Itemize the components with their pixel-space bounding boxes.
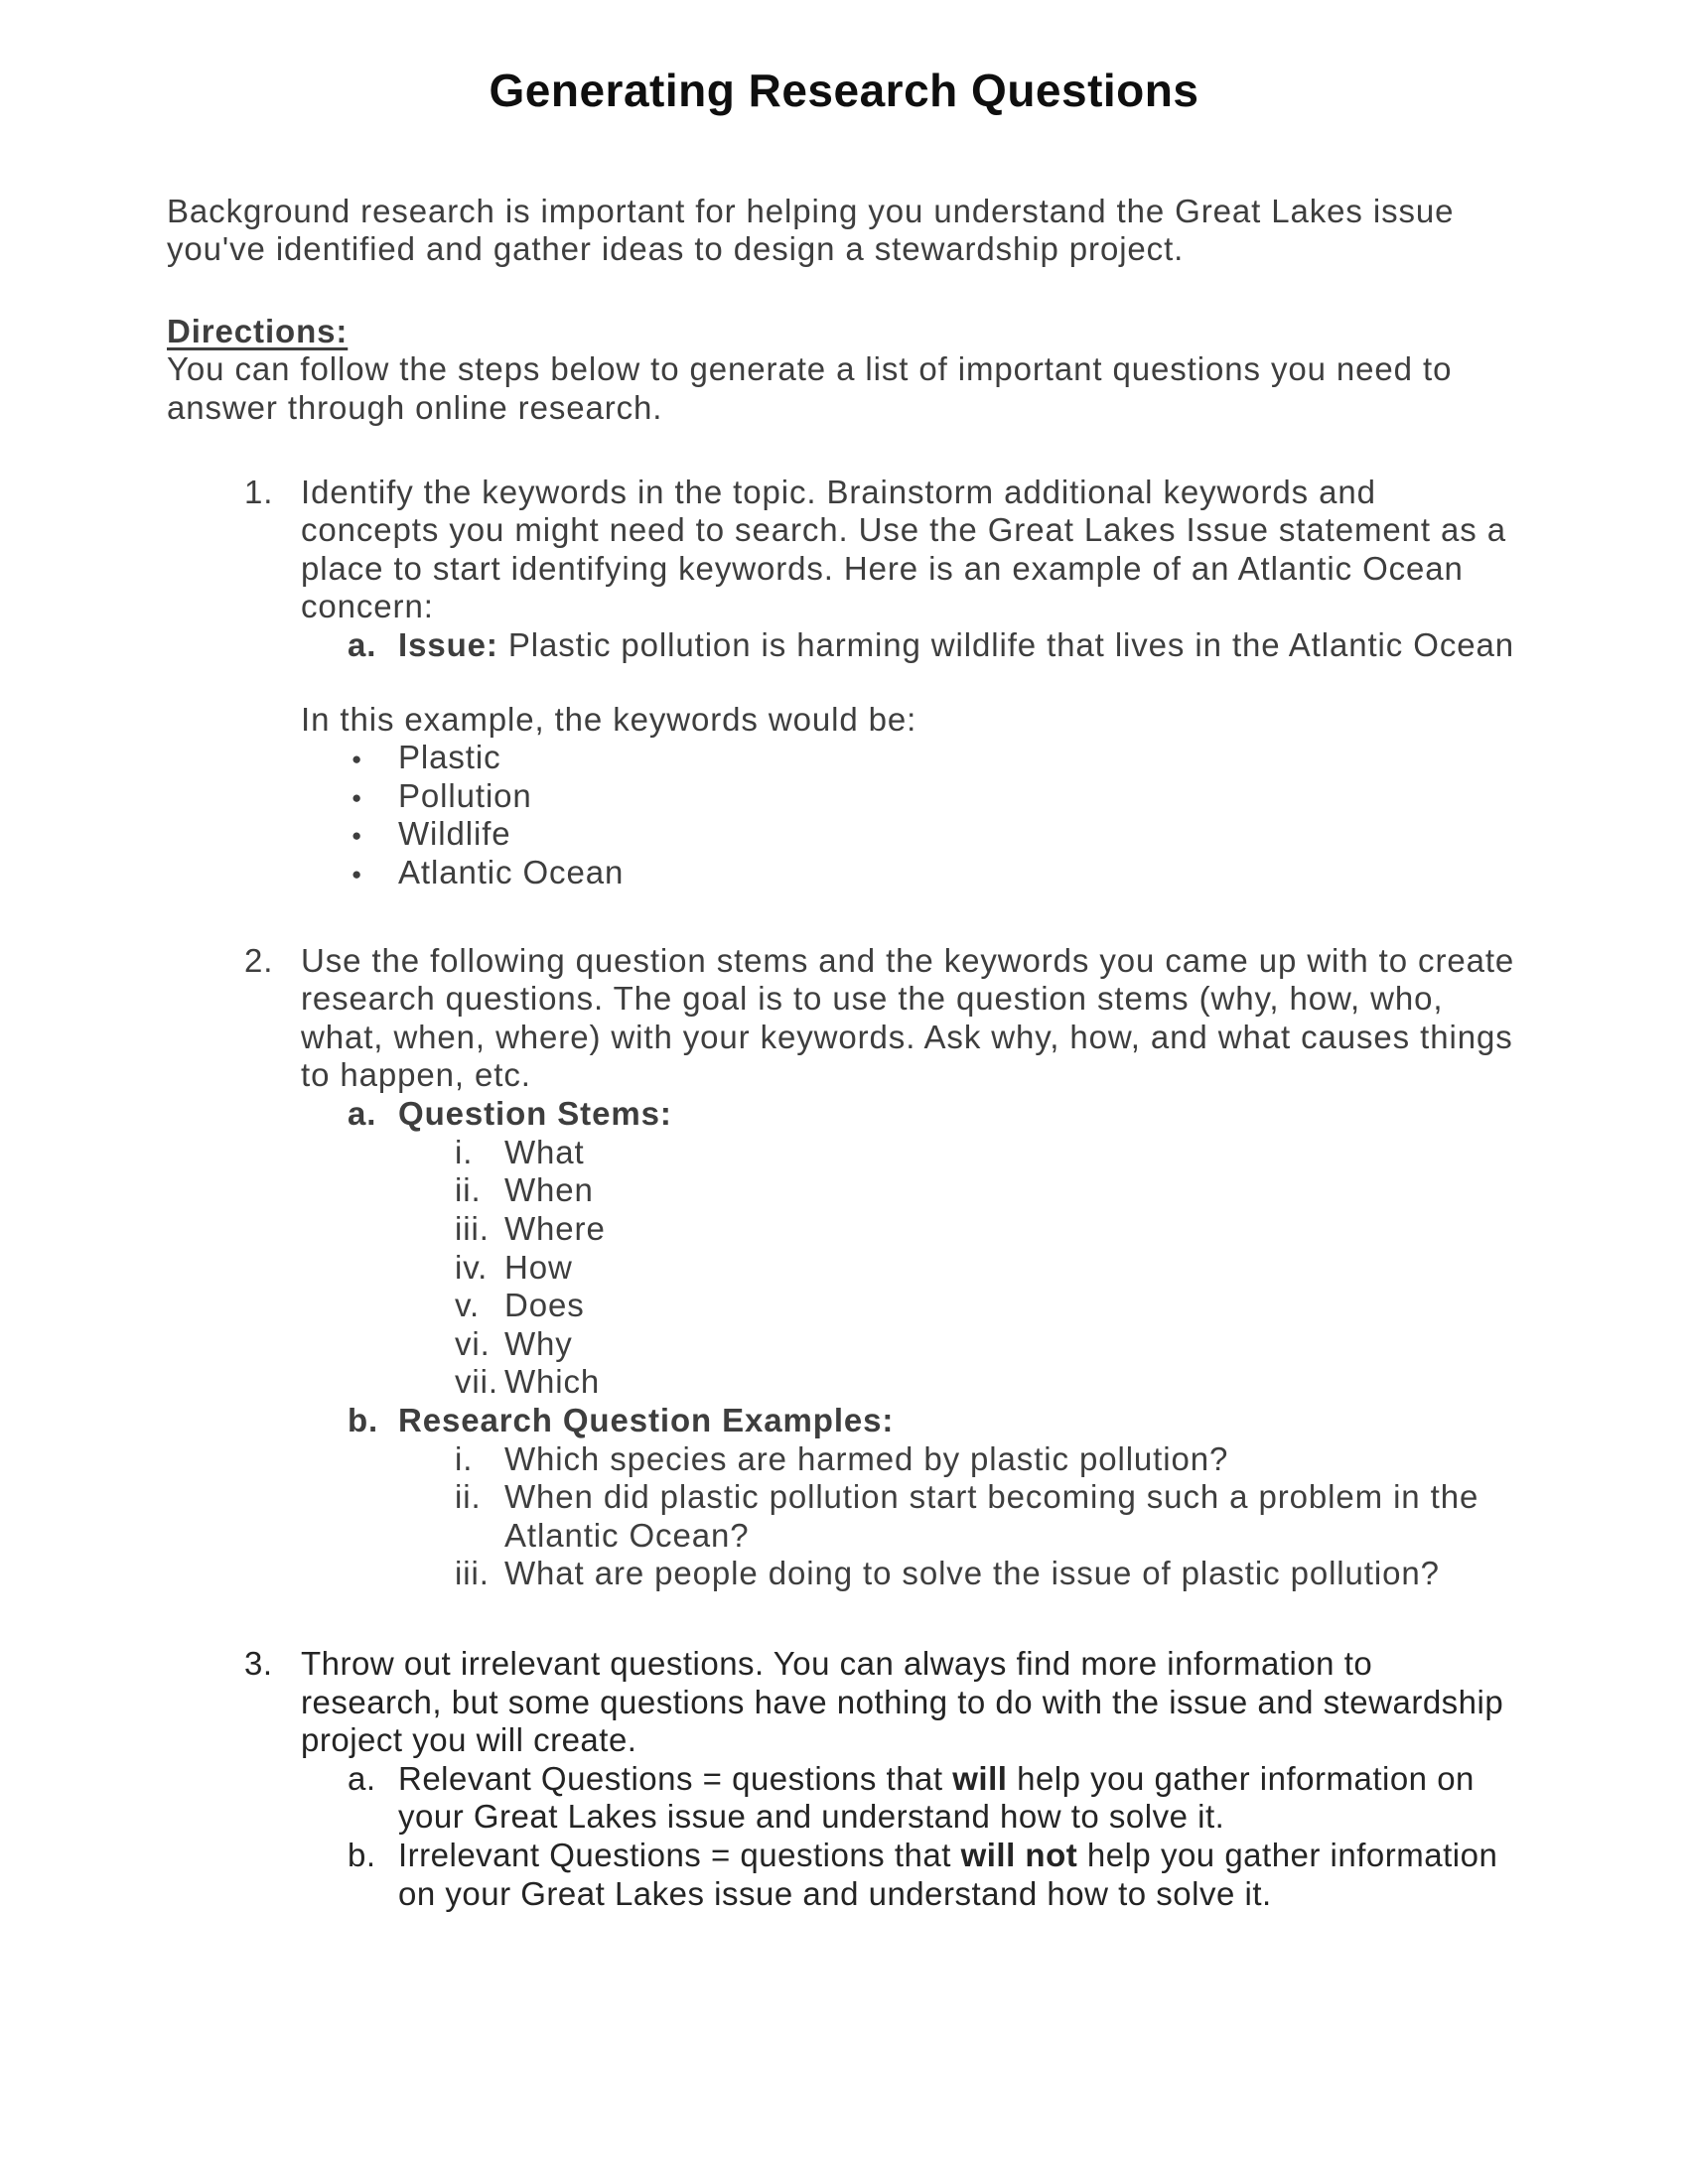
- keywords-intro: In this example, the keywords would be:: [301, 700, 917, 738]
- keyword-item: [167, 739, 1521, 777]
- question-stem-item: [167, 1171, 1521, 1210]
- issue-example-text: [398, 626, 1521, 665]
- question-stem-item: [167, 1134, 1521, 1172]
- step-2-item: [167, 942, 1521, 1095]
- stem-text: When: [504, 1171, 594, 1209]
- bullet-icon: ●: [352, 865, 362, 885]
- keyword-item: [167, 815, 1521, 854]
- stem-text: How: [504, 1248, 573, 1286]
- keyword-text: Wildlife: [398, 815, 511, 853]
- stem-marker: vii.: [455, 1363, 498, 1401]
- example-text: When did plastic pollution start becoming such a problem in the Atlantic Ocean?: [504, 1478, 1479, 1554]
- irrelevant-questions-item: [167, 1837, 1521, 1913]
- step-3: [167, 1645, 1521, 1913]
- issue-label: Issue:: [398, 626, 498, 663]
- bullet-icon: ●: [352, 826, 362, 846]
- step-2-text: Use the following question stems and the keywords you came up with to create research questions. The goal is to use the question stems (why, how, who, what, when, where) with your keywords. Ask why, how, and what causes things to happen, etc.: [301, 941, 1515, 1094]
- page-title: Generating Research Questions: [489, 65, 1199, 116]
- example-marker: iii.: [455, 1555, 490, 1592]
- stem-marker: ii.: [455, 1171, 482, 1209]
- step-1-number: 1.: [244, 473, 274, 510]
- question-stem-item: [167, 1325, 1521, 1364]
- example-marker: ii.: [455, 1478, 482, 1516]
- stem-marker: iv.: [455, 1248, 489, 1286]
- question-stem-item: [167, 1363, 1521, 1402]
- irrelevant-text: Irrelevant Questions = questions that will not help you gather information on your Great Lakes issue and understand how to solve it.: [398, 1837, 1498, 1912]
- question-example-item: [167, 1440, 1521, 1479]
- relevant-text: Relevant Questions = questions that will help you gather information on your Great Lakes issue and understand how to solve it.: [398, 1759, 1475, 1836]
- step-3-item: [167, 1645, 1521, 1760]
- stem-text: Why: [504, 1324, 573, 1362]
- stem-text: What: [504, 1133, 585, 1170]
- step-1-text: Identify the keywords in the topic. Brainstorm additional keywords and concepts you might need to search. Use the Great Lakes Issue statement as a place to start identifying keywords. Here is an example of an Atlantic Ocean concern:: [301, 473, 1506, 625]
- question-stems-heading: [167, 1095, 1521, 1134]
- step-1: [167, 474, 1521, 892]
- stem-marker: i.: [455, 1133, 474, 1170]
- step-1-item: [167, 474, 1521, 626]
- issue-body: Plastic pollution is harming wildlife that lives in the Atlantic Ocean: [497, 626, 1514, 663]
- issue-example-marker: a.: [348, 626, 377, 663]
- step-2: [167, 942, 1521, 1593]
- bullet-icon: ●: [352, 787, 362, 807]
- irrelevant-bold: will not: [960, 1837, 1078, 1874]
- stem-text: Where: [504, 1209, 606, 1247]
- example-text: What are people doing to solve the issue of plastic pollution?: [504, 1555, 1440, 1592]
- question-stems-marker: a.: [348, 1095, 377, 1133]
- question-stem-item: [167, 1210, 1521, 1249]
- keyword-text: Atlantic Ocean: [398, 854, 625, 891]
- directions-paragraph: You can follow the steps below to generate a list of important questions you need to answer through online research.: [167, 350, 1453, 426]
- intro-paragraph: Background research is important for helping you understand the Great Lakes issue you've identified and gather ideas to design a stewardship project.: [167, 192, 1455, 268]
- stem-text: Which: [504, 1363, 601, 1401]
- stem-marker: v.: [455, 1287, 481, 1324]
- example-marker: i.: [455, 1439, 474, 1477]
- example-text: Which species are harmed by plastic pollution?: [504, 1439, 1229, 1477]
- keyword-item: [167, 777, 1521, 816]
- relevant-bold: will: [952, 1759, 1008, 1797]
- relevant-marker: a.: [348, 1759, 376, 1797]
- question-stem-item: [167, 1249, 1521, 1288]
- question-example-item: [167, 1478, 1521, 1555]
- step-2-number: 2.: [244, 941, 274, 979]
- keyword-item: [167, 854, 1521, 892]
- bullet-icon: ●: [352, 750, 362, 769]
- stem-marker: iii.: [455, 1209, 490, 1247]
- step-3-text: Throw out irrelevant questions. You can always find more information to research, but some questions have nothing to do with the issue and stewardship project you will create.: [301, 1645, 1504, 1759]
- question-stems-label: Question Stems:: [398, 1095, 672, 1133]
- stem-marker: vi.: [455, 1324, 491, 1362]
- directions-heading: Directions:: [167, 312, 349, 349]
- keyword-text: Plastic: [398, 739, 501, 776]
- irrelevant-marker: b.: [348, 1837, 376, 1874]
- question-examples-label: Research Question Examples:: [398, 1401, 895, 1438]
- question-example-item: [167, 1555, 1521, 1593]
- stem-text: Does: [504, 1287, 585, 1324]
- relevant-questions-item: [167, 1760, 1521, 1837]
- keyword-text: Pollution: [398, 776, 532, 814]
- question-examples-marker: b.: [348, 1401, 379, 1438]
- question-examples-heading: [167, 1402, 1521, 1440]
- issue-example-item: [167, 626, 1521, 665]
- question-stem-item: [167, 1287, 1521, 1325]
- step-3-number: 3.: [244, 1645, 273, 1683]
